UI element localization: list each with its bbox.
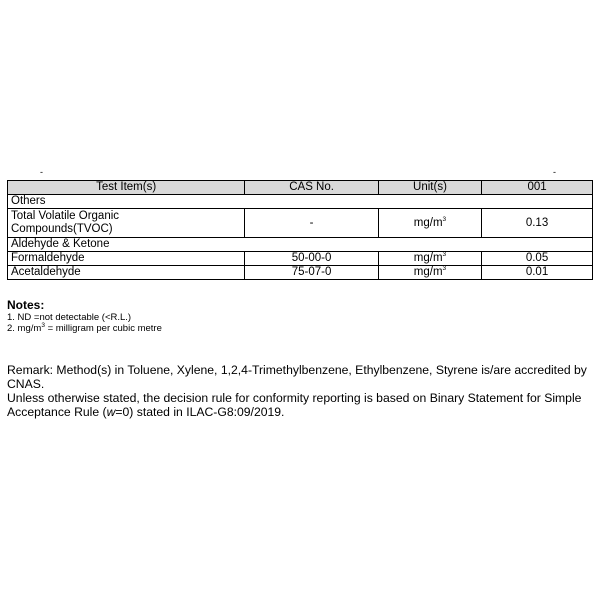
notes-title: Notes: bbox=[7, 298, 45, 312]
section-row-others bbox=[8, 195, 593, 209]
header-mark-left: - bbox=[40, 167, 43, 177]
remarks-block bbox=[7, 363, 597, 419]
unit-superscript: 3 bbox=[442, 251, 447, 259]
header-test-items: Test Item(s) bbox=[8, 181, 245, 195]
header-units: Unit(s) bbox=[378, 181, 481, 195]
decision-rule-text-end: =0) stated in ILAC-G8:09/2019. bbox=[115, 405, 285, 419]
table-row bbox=[8, 252, 593, 266]
header-sample-001: 001 bbox=[482, 181, 593, 195]
test-item-name: Acetaldehyde bbox=[8, 266, 245, 280]
unit-superscript: 3 bbox=[442, 215, 447, 223]
cas-number: 75-07-0 bbox=[245, 266, 379, 280]
header-cas-no: CAS No. bbox=[245, 181, 379, 195]
header-mark-right: - bbox=[553, 167, 556, 177]
section-title-others: Others bbox=[8, 195, 593, 209]
table-header-row bbox=[8, 181, 593, 195]
test-item-name-line2: Compounds(TVOC) bbox=[11, 223, 113, 235]
decision-rule-italic: w bbox=[106, 405, 116, 419]
test-item-name: Formaldehyde bbox=[8, 252, 245, 266]
unit-cell bbox=[378, 209, 481, 238]
cas-number: 50-00-0 bbox=[245, 252, 379, 266]
table-row bbox=[8, 266, 593, 280]
note-superscript: 3 bbox=[41, 321, 45, 329]
unit-text: mg/m bbox=[413, 216, 443, 229]
result-value: 0.13 bbox=[482, 209, 593, 238]
note-text: 2. mg/m bbox=[7, 323, 42, 334]
unit-cell bbox=[378, 266, 481, 280]
test-item-name-line1: Total Volatile Organic bbox=[11, 210, 120, 222]
test-results-table bbox=[7, 180, 593, 280]
note-text-suffix: = milligram per cubic metre bbox=[44, 323, 162, 334]
test-item-name bbox=[8, 209, 245, 238]
section-row-aldehyde-ketone bbox=[8, 238, 593, 252]
note-text: 1. ND =not detectable (<R.L.) bbox=[7, 312, 132, 323]
table-row bbox=[8, 209, 593, 238]
note-item-2 bbox=[7, 323, 593, 334]
decision-rule-text: Unless otherwise stated, the decision rule for conformity reporting is based on Binary Statement for Simple Acceptance Rule ( bbox=[7, 391, 582, 419]
unit-text: mg/m bbox=[413, 252, 443, 264]
cas-number: - bbox=[245, 209, 379, 238]
result-value: 0.01 bbox=[482, 266, 593, 280]
section-title-aldehyde-ketone: Aldehyde & Ketone bbox=[8, 238, 593, 252]
notes-block bbox=[7, 298, 593, 334]
accreditation-remark: Remark: Method(s) in Toluene, Xylene, 1,2,4-Trimethylbenzene, Ethylbenzene, Styrene is/are accredited by CNAS. bbox=[7, 363, 587, 391]
result-value: 0.05 bbox=[482, 252, 593, 266]
unit-cell bbox=[378, 252, 481, 266]
note-item-1 bbox=[7, 312, 593, 323]
unit-text: mg/m bbox=[413, 266, 443, 278]
unit-superscript: 3 bbox=[442, 265, 447, 273]
decision-rule-statement bbox=[7, 391, 597, 419]
